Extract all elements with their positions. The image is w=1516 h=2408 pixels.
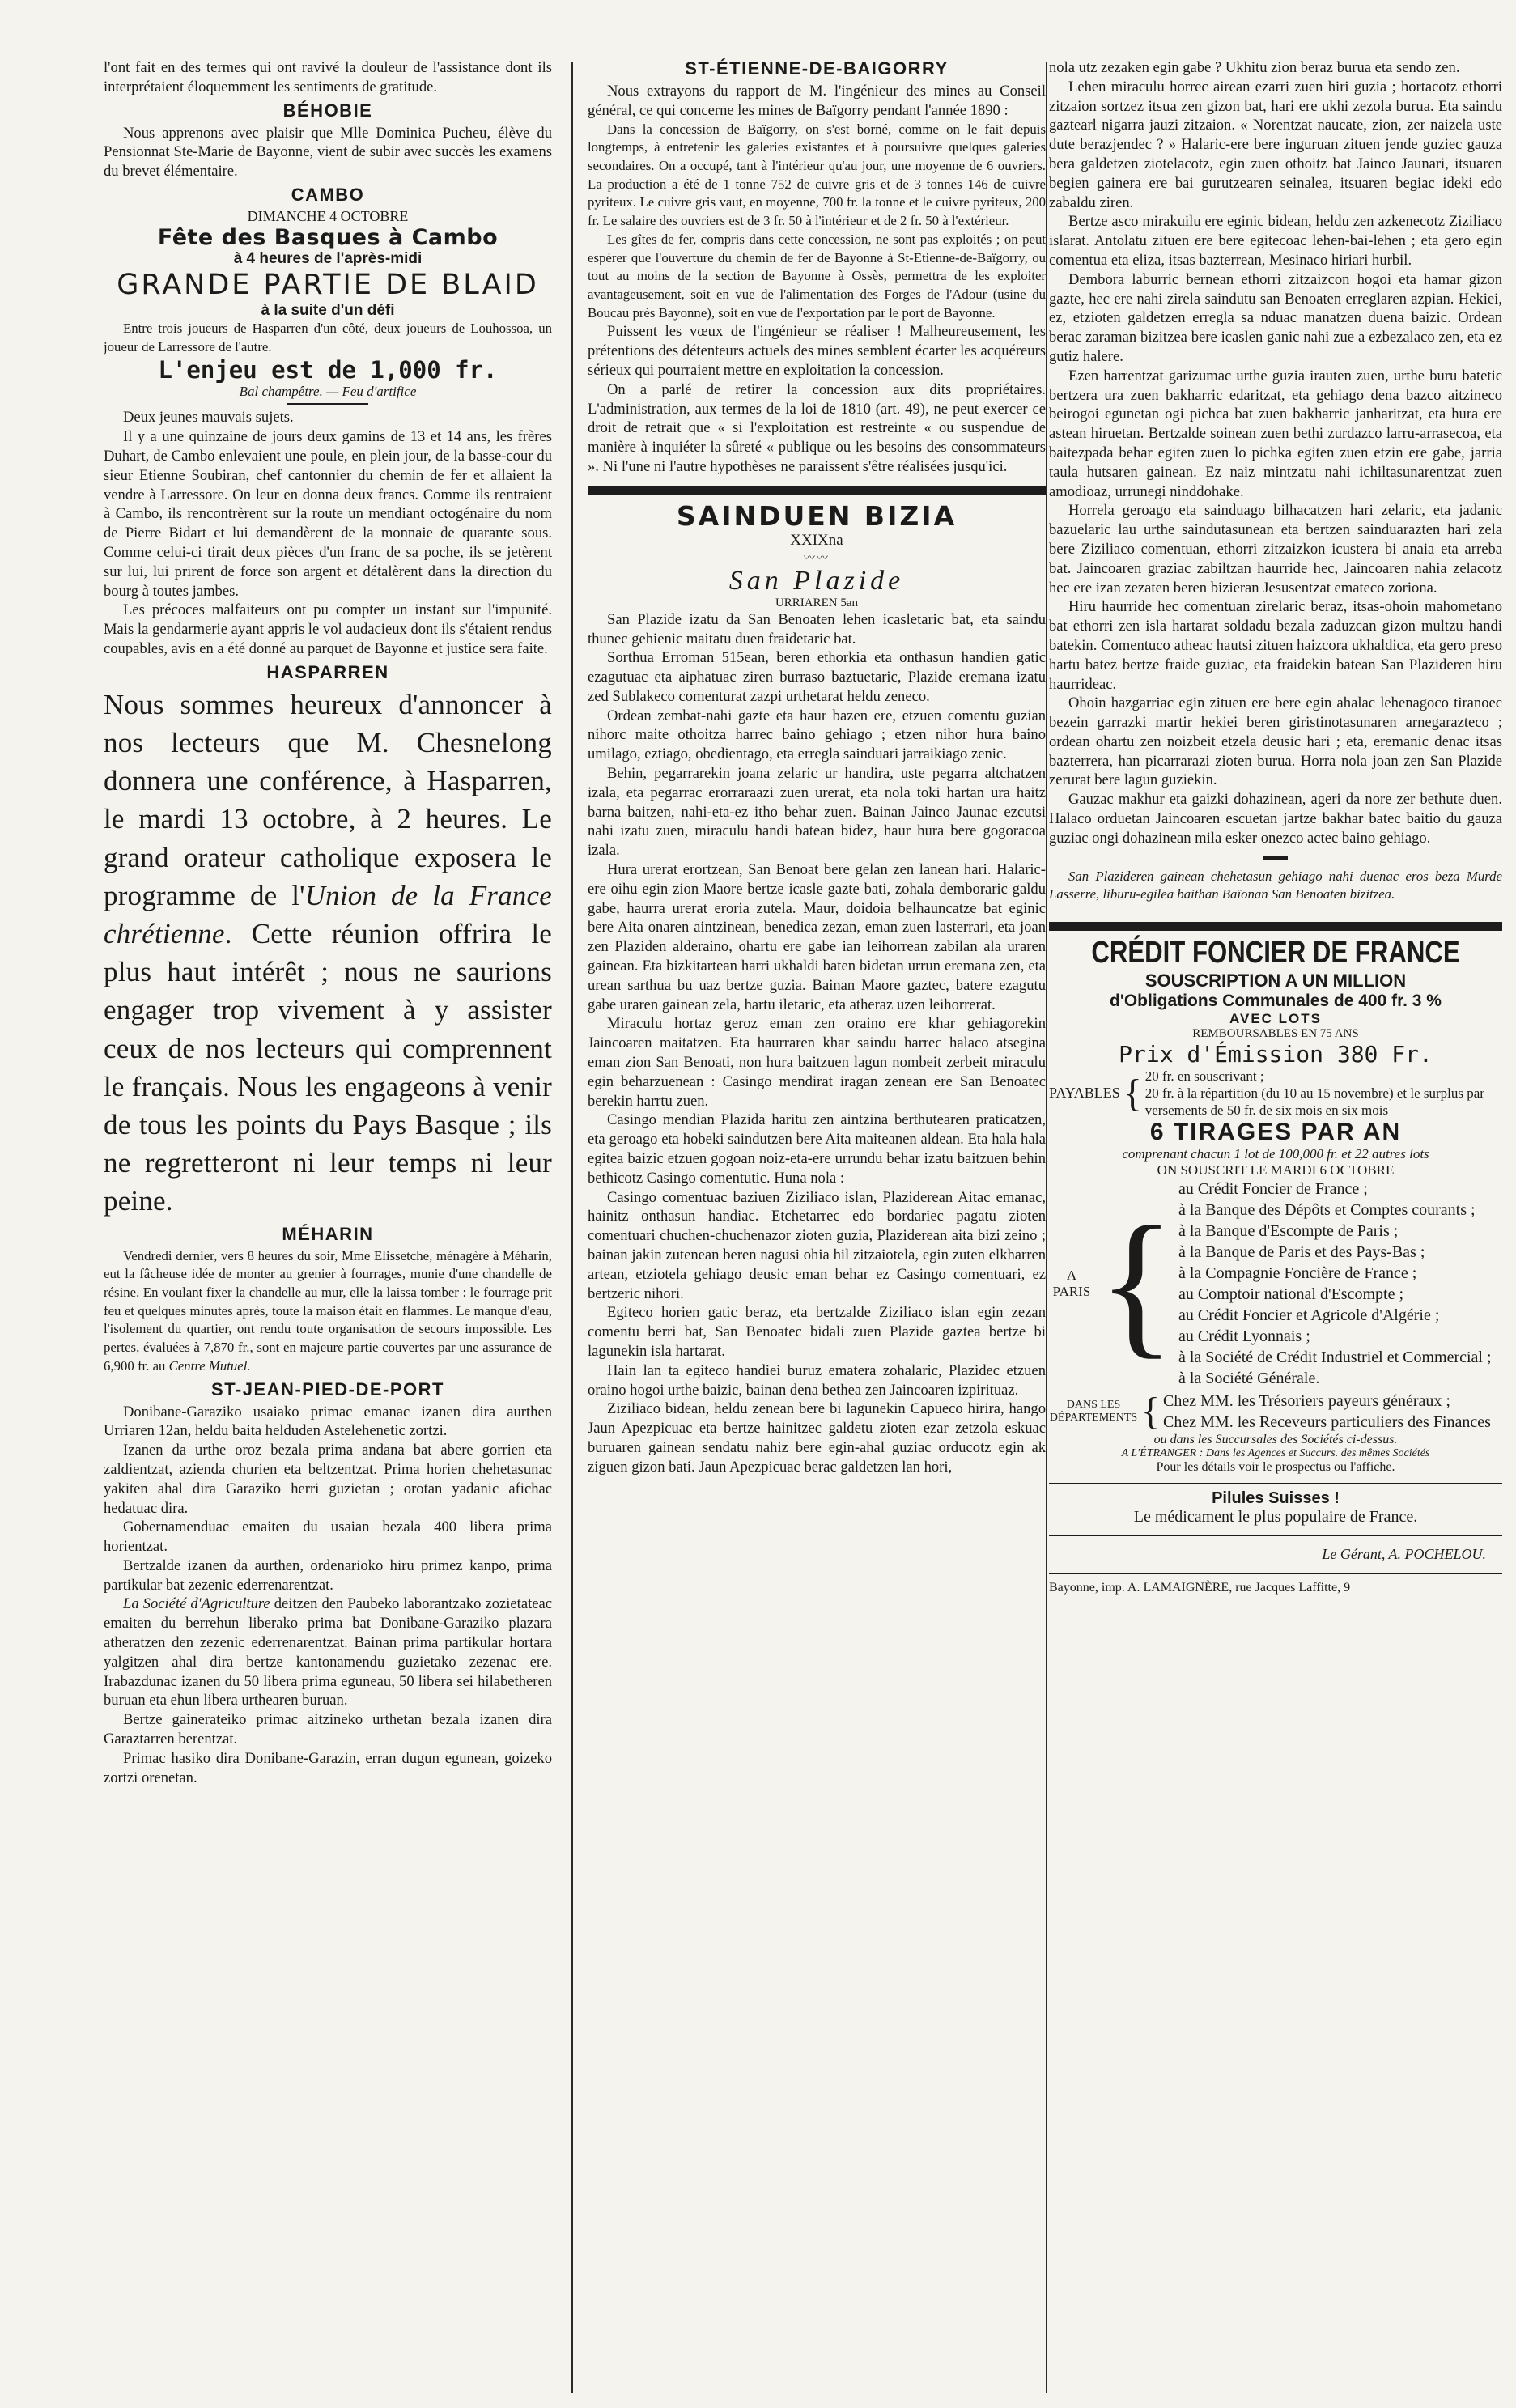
payables-terms bbox=[1145, 1068, 1502, 1119]
saint-paragraph-10: Hain lan ta egiteco handiei buruz ematera zohalaric, Plazidec etzuen oraino hogoi urthe baizic, bainan dena bethea zen Jaincoaren izpirituaz. bbox=[588, 1361, 1046, 1399]
column-rule bbox=[571, 62, 573, 2393]
chesnelong-announcement bbox=[104, 686, 552, 1221]
sjpp-paragraph-1: Donibane-Garaziko usaiako primac emanac izanen dira aurthen Urriaren 12an, heldu baita helduden Astelehenetic zortzi. bbox=[104, 1403, 552, 1440]
bank-list bbox=[1178, 1179, 1502, 1389]
dep-item-1: Chez MM. les Trésoriers payeurs généraux ; bbox=[1163, 1392, 1450, 1411]
departements-list bbox=[1163, 1391, 1502, 1433]
bank-item: à la Banque de Paris et des Pays-Bas ; bbox=[1178, 1243, 1425, 1262]
jeunes-title: Deux jeunes mauvais sujets. bbox=[123, 409, 294, 427]
saint-paragraph-1: San Plazide izatu da San Benoaten lehen icasletaric bat, eta saindu thunec gehienic maitatu duen fraidetaric bat. bbox=[588, 610, 1046, 648]
col3-paragraph-2: Lehen miraculu horrec airean ezarri zuen hiri guzia ; hortacotz ethorri zitzaion sortzez itsua zen gizon bat, hari ere ukhi zezola burua. Eta saindu gaztearl nigarra jauzi zitzaion. « Norentzat naucate, zion, zer naizela uste dute berazjendec ? » Halaric-ere bere inguruan zituen jende guziec gauza bera galdetzen ziotelacotz, egin zuen othoitz bat Jainco Jaunari, itsuaren begien gainera ere bai gurutzearen seinalea, itsuaren begiac ideki edo zabaldu ziren. bbox=[1049, 78, 1502, 211]
bank-item: à la Banque des Dépôts et Comptes courants ; bbox=[1178, 1201, 1476, 1220]
saint-paragraph-6: Miraculu hortaz geroz eman zen oraino ere khar gehiagorekin Jaincoaren maitatzen. Eta haurraren khar saindu harrec halaco atsegina eman zion San Benoati, non hura baitzuen lagun nombeit zerbeit miraculu egin beharzuenean : Casingo mendirat iragan zenean ere San Benoatec berekin harrtu zuen. bbox=[588, 1015, 1046, 1110]
bank-item: au Crédit Lyonnais ; bbox=[1178, 1327, 1310, 1346]
column-3 bbox=[1049, 58, 1502, 2381]
meharin-paragraph bbox=[104, 1247, 552, 1376]
intro-paragraph: l'ont fait en des termes qui ont ravivé la douleur de l'assistance dont ils interprétaient éloquemment les sentiments de gratitude. bbox=[104, 59, 552, 96]
hasparren-heading: HASPARREN bbox=[266, 661, 389, 682]
souscription-line: SOUSCRIPTION A UN MILLION bbox=[1144, 970, 1407, 992]
col3-paragraph-1: nola utz zezaken egin gabe ? Ukhitu zion beraz burua eta sendo zen. bbox=[1049, 59, 1460, 76]
col3-paragraph-7: Hiru haurride hec comentuan zirelaric beraz, itsas-ohoin mahometano bat ethorri zen isla hartarat soldadu bezala zaduzcan gizon multzu handi batekin. Comentuco atheac hautsi zituen haizcora ukhaldica, eta gero preso hartu batez bertze fraide guziac, eta fraidekin batean San Plazideren hiru haurrideac. bbox=[1049, 598, 1502, 693]
meharin-text: Vendredi dernier, vers 8 heures du soir, Mme Elissetche, ménagère à Méharin, eut la fâcheuse idée de monter au grenier à fourrages, munie d'une chandelle de résine. En voulant fixer la chandelle au mur, elle la laissa tomber : le fourrage prit feu et quelques minutes après, toute la maison était en flammes. Le manque d'eau, l'isolement du quartier, ont rendu toute organisation de secours impossible. Les pertes, évaluées à 7,870 fr., sont en majeure partie couvertes par une assurance de 6,900 fr. au bbox=[104, 1247, 552, 1374]
comprenant-line: comprenant chacun 1 lot de 100,000 fr. et 22 autres lots bbox=[1122, 1146, 1429, 1162]
grande-partie-title: GRANDE PARTIE DE BLAID bbox=[117, 268, 539, 301]
imprimeur-line: Bayonne, imp. A. LAMAIGNÈRE, rue Jacques Laffitte, 9 bbox=[1049, 1581, 1351, 1595]
payable-term-1: 20 fr. en souscrivant ; bbox=[1144, 1068, 1264, 1085]
col3-paragraph-3: Bertze asco mirakuilu ere eginic bidean, heldu zen azkenecotz Ziziliaco islarat. Antolatu zituen ere bere egitecoac lehen-bai-lehen ; eta gero egin comentua eta eliza, itsas bazterrean, Mesinaco hiriari hurbil. bbox=[1049, 213, 1502, 269]
column-rule bbox=[1046, 62, 1047, 2393]
short-rule bbox=[287, 403, 368, 405]
saint-paragraph-7: Casingo mendian Plazida haritu zen aintzina berthutearen praticatzen, eta geroago eta hobeki saindutzen bere Aita maiteanen aldean. Eta hala hala egitea baizic etzuen gogoan noiz-eta-ere urrundu behar izatu baitzuen behin bethicotz Casingo comentutic. Huna nola : bbox=[588, 1111, 1046, 1187]
souscrit-line: ON SOUSCRIT LE MARDI 6 OCTOBRE bbox=[1157, 1162, 1395, 1179]
obligations-line: d'Obligations Communales de 400 fr. 3 % bbox=[1110, 992, 1442, 1011]
brace: { bbox=[1141, 1390, 1161, 1433]
feast-date: URRIAREN 5an bbox=[775, 596, 859, 609]
saint-paragraph-2: Sorthua Erroman 515ean, beren ethorkia eta onthasun handien gatic ezagutuac eta aiphatuac ziren burraso baztuetaric, Plazide eremana izatu zed Sublakeco comenturat zazpi urthetarat heldu zeneco. bbox=[588, 649, 1046, 705]
payables-label: PAYABLES bbox=[1049, 1085, 1120, 1102]
defi-text: Entre trois joueurs de Hasparren d'un côté, deux joueurs de Louhossoa, un joueur de Larressore de l'autre. bbox=[104, 320, 552, 355]
gerant-rule bbox=[1049, 1535, 1502, 1536]
pilules-text: Le médicament le plus populaire de France. bbox=[1133, 1508, 1418, 1527]
cambo-heading: CAMBO bbox=[291, 184, 365, 205]
announcement-part-a: Nous sommes heureux d'annoncer à nos lecteurs que M. Chesnelong donnera une conférence, à Hasparren, le mardi 13 octobre, à 2 heures. Le grand orateur catholique exposera le programme de l' bbox=[104, 688, 552, 911]
gerant-line: Le Gérant, A. POCHELOU. bbox=[1322, 1546, 1486, 1563]
column-1 bbox=[104, 58, 552, 2381]
prix-emission: Prix d'Émission 380 Fr. bbox=[1119, 1041, 1433, 1068]
imprimeur-rule bbox=[1049, 1573, 1502, 1574]
cambo-date: DIMANCHE 4 OCTOBRE bbox=[247, 207, 409, 224]
sjpp-paragraph-7: Primac hasiko dira Donibane-Garazin, erran dugun egunean, goizeko zortzi orenetan. bbox=[104, 1749, 552, 1786]
saint-paragraph-8: Casingo comentuac baziuen Ziziliaco islan, Plaziderean Aitac emanac, hainitz onthasun handiac. Etchetarrec edo bordariec pagatu zioten comentuari chuchen-chuchenazor zioten guzia, Plaziderean aita bizi zeino ; bainan jakin zutenean beren nagusi ohia hil zitzaiotela, egin zuten elkharren artean, etziotela gehiago deusic eman behar ez Casingo comentuari, ez bertzeric nihori. bbox=[588, 1188, 1046, 1302]
bank-item: au Crédit Foncier et Agricole d'Algérie ; bbox=[1178, 1306, 1440, 1325]
jeunes-paragraph-1: Il y a une quinzaine de jours deux gamins de 13 et 14 ans, les frères Duhart, de Cambo enlevaient une poule, en plein jour, de la basse-cour du sieur Etienne Soubiran, chef cantonnier du chemin de fer et allaient la vendre à Larressore. On leur en donna deux francs. Comme ils rentraient à Cambo, ils rencontrèrent sur la route un mendiant octogénaire du nom de Pierre Bidart et lui demandèrent de la monnaie de quarante sous. Comme celui-ci tirait deux pièces d'un franc de sa poche, ils se jetèrent sur lui, lui prirent de force son argent et détalèrent dans la direction du bourg à toutes jambes. bbox=[104, 428, 552, 600]
baigorry-lead: Nous extrayons du rapport de M. l'ingénieur des mines au Conseil général, ce qui concerne les mines de Baïgorry pendant l'année 1890 : bbox=[588, 83, 1046, 119]
saint-paragraph-9: Egiteco horien gatic beraz, eta bertzalde Ziziliaco islan egin zezan comentu berri bat, San Benoatec bidali zuen Plazide gaztea bertze bi lagunekin isla hartarat. bbox=[588, 1304, 1046, 1360]
brace: { bbox=[1098, 1194, 1175, 1374]
ornament: 〰〰 bbox=[804, 552, 830, 565]
plazide-note: San Plazideren gainean chehetasun gehiago nahi duenac eros beza Murde Lasserre, liburu-egilea baithan Baïonan San Benoaten bizitzea. bbox=[1049, 868, 1502, 902]
jeunes-paragraph-2: Les précoces malfaiteurs ont pu compter un instant sur l'impunité. Mais la gendarmerie ayant appris le vol audacieux dont ils s'étaient rendus coupables, avis en a été donné au parquet de Bayonne et justice sera faite. bbox=[104, 601, 552, 657]
behobie-heading: BÉHOBIE bbox=[282, 100, 373, 121]
bank-item: à la Banque d'Escompte de Paris ; bbox=[1178, 1222, 1399, 1241]
behobie-paragraph: Nous apprenons avec plaisir que Mlle Dominica Pucheu, élève du Pensionnat Ste-Marie de Bayonne, vient de subir avec succès les examens du brevet élémentaire. bbox=[104, 124, 552, 180]
meharin-heading: MÉHARIN bbox=[282, 1223, 374, 1244]
sjpp-paragraph-4: Bertzalde izanen da aurthen, ordenarioko hiru primez kanpo, prima partikular bat zezenic ederrenarentzat. bbox=[104, 1556, 552, 1594]
paris-banks bbox=[1049, 1179, 1502, 1389]
tirages-title: 6 TIRAGES PAR AN bbox=[1149, 1119, 1402, 1146]
baigorry-paragraph-4: On a parlé de retirer la concession aux dits propriétaires. L'administration, aux termes de la loi de 1810 (art. 49), ne peut exercer ce droit de retrait que « si l'exploitation est restreinte « ou suspendue de manière à inquiéter la sûreté « publique ou les besoins des consommateurs ». Ni l'une ni l'autre hypothèses ne paraissent s'être réalisées jusqu'ici. bbox=[588, 380, 1046, 475]
pilules-title: Pilules Suisses ! bbox=[1212, 1489, 1340, 1508]
bank-item: à la Société de Crédit Industriel et Commercial ; bbox=[1178, 1348, 1492, 1367]
remboursables: REMBOURSABLES EN 75 ANS bbox=[1192, 1027, 1359, 1041]
bank-item: au Crédit Foncier de France ; bbox=[1178, 1180, 1368, 1199]
payables-block bbox=[1049, 1068, 1502, 1119]
societe-agriculture: La Société d'Agriculture bbox=[123, 1595, 270, 1613]
payable-term-2: 20 fr. à la répartition (du 10 au 15 novembre) et le surplus par versements de 50 fr. de six mois en six mois bbox=[1144, 1085, 1484, 1119]
bank-item: à la Compagnie Foncière de France ; bbox=[1178, 1264, 1417, 1283]
ou-dans-line: ou dans les Succursales des Sociétés ci-dessus. bbox=[1153, 1433, 1398, 1447]
a-paris-label: A PARIS bbox=[1052, 1268, 1091, 1300]
col3-paragraph-5: Ezen harrentzat garizumac urthe guzia irauten zuen, urthe buru batetic bertzera ura zuen bakharric edaritzat, eta gehiago dena bazco aitzineco beirogoi egunetan ogi pichca bat zuen bakharric janharitzat, eta hura ere astean hiruetan. Bertzalde soinean zuen bethi zurdazco larru-arrasecoa, eta baitezpada behar egiten zuen lo pichka egiten zuen etzin ere gabe, jarria taula hutsaren gainean. Ez naiz mintzatu nahi ichiltasunarentzat zuen amodioaz, urrunegi ninddohake. bbox=[1049, 367, 1502, 500]
union-name: Union de la France chrétienne bbox=[104, 879, 552, 949]
saint-paragraph-11: Ziziliaco bidean, heldu zenean bere bi lagunekin Capueco hirira, hango Jaun Apezpicuac eta bertze hainitzec galdetu zioten ezar zetzola eskuac buruaren gainean sendatu nahiz bere egin-ahal guziac orducotz egin ak ziguen gizon bati. Jaun Apezpicuac berac galdetzen lan hori, bbox=[588, 1400, 1046, 1476]
section-rule bbox=[588, 486, 1046, 495]
credit-foncier-title: CRÉDIT FONCIER DE FRANCE bbox=[1091, 936, 1460, 970]
dash-ornament bbox=[1263, 856, 1288, 860]
bank-item: au Comptoir national d'Escompte ; bbox=[1178, 1285, 1403, 1304]
advert-rule bbox=[1049, 922, 1502, 931]
pilules-rule bbox=[1049, 1483, 1502, 1484]
defi-subtitle: à la suite d'un défi bbox=[261, 301, 395, 319]
enjeu-title: L'enjeu est de 1,000 fr. bbox=[158, 356, 498, 384]
saint-paragraph-3: Ordean zembat-nahi gazte eta haur bazen ere, etzuen comentu guzian nihorc maite othoitza harrec baino gehiago ; etzen nihor hura baino umilago, eztiago, obedientago, eta erregla sainduari jarraikiago zenic. bbox=[588, 707, 1046, 763]
fete-title: Fête des Basques à Cambo bbox=[157, 224, 499, 250]
baigorry-paragraph-3: Puissent les vœux de l'ingénieur se réaliser ! Malheureusement, les prétentions des détenteurs actuels des mines semblent écarter les acquéreurs sérieux qui pourraient mettre en exploitation la concession. bbox=[588, 323, 1046, 379]
dep-item-2: Chez MM. les Receveurs particuliers des Finances bbox=[1163, 1413, 1491, 1432]
brace: { bbox=[1123, 1071, 1142, 1115]
sjpp-paragraph-6: Bertze gainerateiko primac aitzineko urthetan bezala izanen dira Garaztarren berentzat. bbox=[104, 1711, 552, 1748]
baigorry-quote-1: Dans la concession de Baïgorry, on s'est borné, comme on le fait depuis longtemps, à entretenir les galeries existantes et à poursuivre quelques galeries secondaires. On a occupé, tant à l'intérieur qu'au jour, une moyenne de 6 ouvriers. La production a été de 1 tonne 752 de cuivre gris et de 3 tonnes 146 de cuivre pyriteux. Le cuivre gris vaut, en moyenne, 700 fr. la tonne et le cuivre pyriteux, 200 fr. Le salaire des ouvriers est de 3 fr. 50 à l'intérieur et de 2 fr. 50 à l'extérieur. bbox=[588, 121, 1046, 229]
saint-paragraph-5: Hura urerat erortzean, San Benoat bere gelan zen lanean hari. Halaric-ere oihu egin zion Maore bertze icasle gazte bati, zohala demboraric galdu gabe, haurra urerat eroria zutela. Maur, doidoia belhauncatze bat eginic bere Aita onaren aintzinean, benedica zezan, eman zuen lasterrari, eta joan zen Plaziden alderaino, ohartu ere gabe ian leihorrean zabilan ala uraren gainean. Eta bizkitartean harri ukhaldi baten bidetan urrun eremana zen, eta urean sarthua bu uaz bertze guzia. Bainan Maore gaztec, batere ezagutu gabe uraren gainean zela, hartu iletaric, eta atheraz uzen leihorrerat. bbox=[588, 861, 1046, 1013]
sjpp-paragraph-2: Izanen da urthe oroz bezala prima andana bat abere gorrien eta zaldientzat, azienda churien eta beltzentzat. Prima horien chehetasunac yakiten ahal dira Garaziko herri guzietan ; orotan yadanic afichac hedatuac dira. bbox=[104, 1442, 552, 1517]
baigorry-heading: ST-ÉTIENNE-DE-BAIGORRY bbox=[685, 58, 949, 79]
fete-time: à 4 heures de l'après-midi bbox=[233, 249, 423, 267]
sjpp-paragraph-5-text: deitzen den Paubeko laborantzako zozietateac emaiten du berrehun liberako prima bat Donibane-Garaziko plazara atheratzen den zezenic ederrenarentzat. Bainan prima partikular hortara yalgitzen ahal dira bertze kantonamendu guzietako zezenac ere. Irabazdunac izanen du 50 libera prima eguneau, 50 libera sei hilabetheren buruan eta ehun libera urthearen buruan. bbox=[104, 1595, 552, 1709]
centre-mutuel: Centre Mutuel. bbox=[168, 1357, 251, 1374]
bank-item: à la Société Générale. bbox=[1178, 1370, 1320, 1388]
sjpp-heading: ST-JEAN-PIED-DE-PORT bbox=[211, 1378, 444, 1399]
departements-label: DANS LES DÉPARTEMENTS bbox=[1049, 1399, 1138, 1425]
column-2 bbox=[588, 58, 1046, 2381]
sainduen-bizia-title: SAINDUEN BIZIA bbox=[676, 499, 958, 532]
chapter-number: XXIXna bbox=[790, 531, 843, 549]
sjpp-paragraph-5 bbox=[104, 1595, 552, 1710]
san-plazide-title: San Plazide bbox=[728, 565, 905, 596]
details-line: Pour les détails voir le prospectus ou l'affiche. bbox=[1156, 1460, 1395, 1475]
bal-line: Bal champêtre. — Feu d'artifice bbox=[239, 384, 417, 400]
etranger-line: A L'ÉTRANGER : Dans les Agences et Succurs. des mêmes Sociétés bbox=[1121, 1447, 1430, 1460]
col3-paragraph-6: Horrela geroago eta sainduago bilhacatzen hari zelaric, eta jadanic bazuelaric lau urthe saindutasunean eta bertzen sainduarazten hari zela bere Ziziliaco comentuan, ethorri zitzaizkon icustera bi anaia eta arreba bat. Jaincoaren graziac zabiltzan haurride hec, Jaincoaren nahia zelacotz hec ere izan zezaten beren bizieran Jesusentzat emateco zoriona. bbox=[1049, 502, 1502, 597]
avec-lots: AVEC LOTS bbox=[1229, 1011, 1323, 1027]
sjpp-paragraph-3: Gobernamenduac emaiten du usaian bezala 400 libera prima horientzat. bbox=[104, 1518, 552, 1556]
announcement-part-b: . Cette réunion offrira le plus haut intérêt ; nous ne saurions engager trop vivement à y assister ceux de nos lecteurs qui comprennent le français. Nous les engageons à venir de tous les points du Pays Basque ; ils ne regretteront ni leur temps ni leur peine. bbox=[104, 917, 552, 1217]
col3-paragraph-8: Ohoin hazgarriac egin zituen ere bere egin ahalac lehenagoco tiranoec bezein garrazki martir hekiei beren giristinotasunaren arnegaraztecо ; ordean ohartu zen noizbeit etzela deusic hari ; eta, eremanic denac itsas bazterrera, han picarrarazi zioten burua. Horra nola joan zen San Plazide zerurat bere lagun guziekin. bbox=[1049, 694, 1502, 789]
col3-paragraph-4: Dembora laburric bernean ethorri zitzaizcon hogoi eta hamar gizon gazte, hec ere nahi zirela saindutu san Benoaten erreglaren azpian. Hekiei, ez, etzioten galdetzen erregla sa nduac manatzen duena baizic. Ordean berac zaraman bizitzea bere icaslen ganic nahi zue a ezbezalaco zen, eta ez gutiz halere. bbox=[1049, 270, 1502, 365]
departements-block bbox=[1049, 1391, 1502, 1433]
col3-paragraph-9: Gauzac makhur eta gaizki dohazinean, ageri da nore zer bethute duen. Halaco orduetan Jaincoaren escuetan jartze bakhar batec baitio du gauza guziac ongi dohazinean mila esker onezco actec baino gehiago. bbox=[1049, 791, 1502, 847]
saint-paragraph-4: Behin, pegarrarekin joana zelaric ur handira, uste pegarra altchatzen izala, eta pegarrac erorraraazi zuen urerat, eta nola toki hartan ura haitz barna baitzen, nahi-eta-ez itho behar zuen. Bainan Jainco Jaunac ezcutsi nahi izatu zuen, miraculu handi batean bidez, haur hura bere gogoracoa izala. bbox=[588, 765, 1046, 860]
baigorry-quote-2: Les gîtes de fer, compris dans cette concession, ne sont pas exploités ; on peut espérer que l'ouverture du chemin de fer de Bayonne à St-Etienne-de-Baïgorry, ou tout au moins de la section de Bayonne à Ossès, permettra de les exploiter avantageusement, soit en vue de l'alimentation des Forges de l'Adour (usine du Boucau près Bayonne), soit en vue de l'exportation par le port de Bayonne. bbox=[588, 231, 1046, 321]
